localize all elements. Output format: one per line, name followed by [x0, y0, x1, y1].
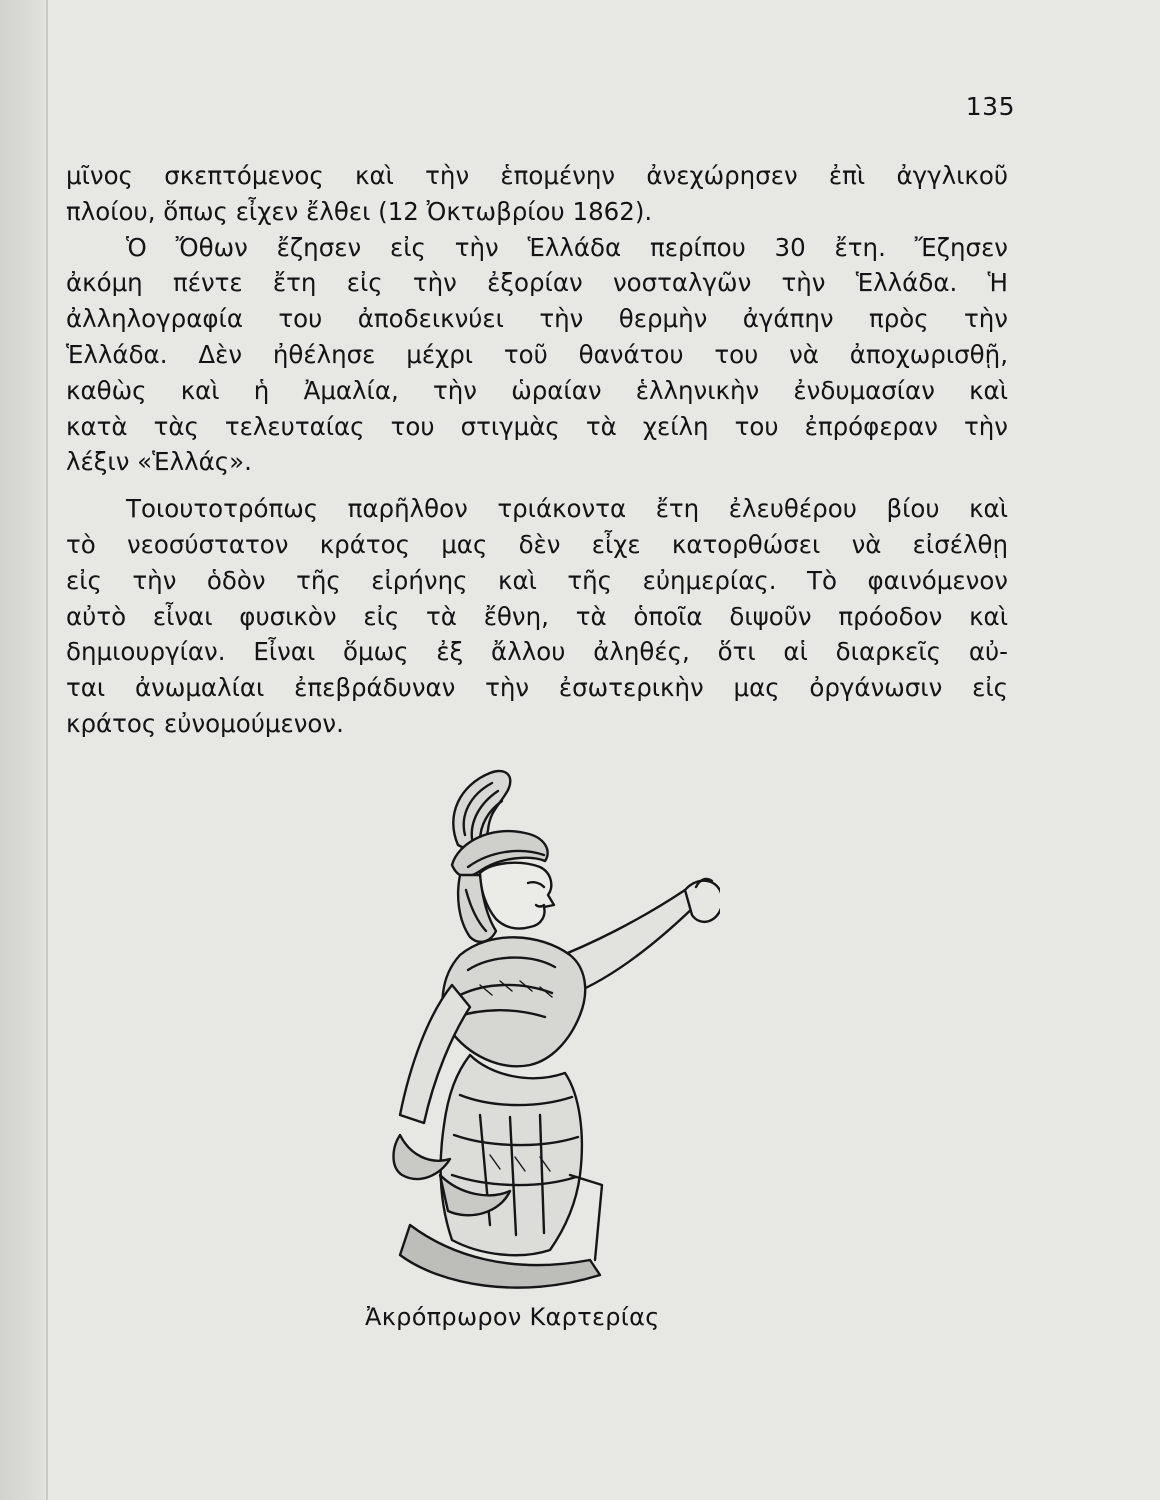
body-text	[66, 158, 1008, 742]
text-line: κατὰ τὰς τελευταίας του στιγμὰς τὰ χείλη του ἐπρόφεραν τὴν	[66, 411, 1008, 441]
paragraph-1	[66, 158, 1008, 230]
text-line: λέξιν «Ἑλλάς».	[66, 447, 252, 477]
figure-caption: Ἀκρόπρωρον Καρτερίας	[365, 1303, 660, 1331]
binding-edge	[46, 0, 48, 1500]
text-line: πλοίου, ὅπως εἶχεν ἔλθει (12 Ὀκτωβρίου 1862).	[66, 196, 653, 226]
text-line: Τοιουτοτρόπως παρῆλθον τριάκοντα ἔτη ἐλευθέρου βίου καὶ	[126, 494, 1008, 524]
text-line: ται ἀνωμαλίαι ἐπεβράδυναν τὴν ἐσωτερικὴν μας ὀργάνωσιν εἰς	[66, 673, 1008, 703]
text-line: Ἑλλάδα. Δὲν ἠθέλησε μέχρι τοῦ θανάτου του νὰ ἀποχωρισθῇ,	[66, 339, 1008, 369]
page-gutter-shadow	[0, 0, 48, 1500]
text-line: καθὼς καὶ ἡ Ἀμαλία, τὴν ὡραίαν ἑλληνικὴν ἐνδυμασίαν καὶ	[66, 375, 1008, 405]
page-number: 135	[965, 92, 1015, 121]
text-line: δημιουργίαν. Εἶναι ὅμως ἐξ ἄλλου ἀληθές, ὅτι αἱ διαρκεῖς αὐ-	[66, 637, 1008, 667]
text-line: αὐτὸ εἶναι φυσικὸν εἰς τὰ ἔθνη, τὰ ὁποῖα διψοῦν πρόοδον καὶ	[66, 601, 1008, 631]
text-line: τὸ νεοσύστατον κράτος μας δὲν εἶχε κατορθώσει νὰ εἰσέλθῃ	[66, 529, 1008, 559]
text-line: ἀκόμη πέντε ἔτη εἰς τὴν ἐξορίαν νοσταλγῶν τὴν Ἑλλάδα. Ἡ	[66, 268, 1008, 298]
text-line: εἰς τὴν ὁδὸν τῆς εἰρήνης καὶ τῆς εὐημερίας. Τὸ φαινόμενον	[66, 565, 1008, 595]
figurehead-illustration	[340, 755, 720, 1300]
paragraph-2	[66, 230, 1008, 481]
paragraph-3	[66, 491, 1008, 742]
text-line: Ὁ Ὄθων ἔζησεν εἰς τὴν Ἑλλάδα περίπου 30 ἔτη. Ἔζησεν	[126, 232, 1008, 262]
text-line: μῖνος σκεπτόμενος καὶ τὴν ἑπομένην ἀνεχώρησεν ἐπὶ ἀγγλικοῦ	[66, 161, 1008, 190]
text-line: κράτος εὐνομούμενον.	[66, 708, 344, 738]
text-line: ἀλληλογραφία του ἀποδεικνύει τὴν θερμὴν ἀγάπην πρὸς τὴν	[66, 304, 1008, 334]
